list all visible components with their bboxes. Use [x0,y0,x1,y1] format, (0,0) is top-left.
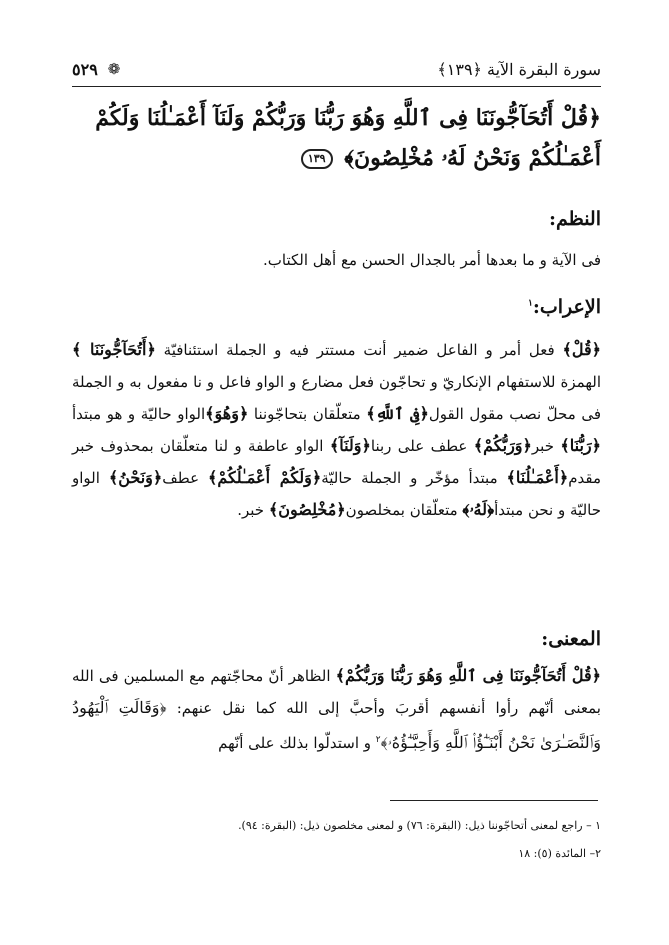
irab-heading-text: الإعراب: [532,296,601,318]
footnote-1: ١ – راجع لمعنى أتحاجّوننا ذيل: (البقرة: ٧٦) و لمعنى مخلصون ذيل: (البقرة: ٩٤). [238,819,601,832]
header-divider [72,86,601,87]
quote-wahuwa: ﴿وَهُوَ﴾ [205,404,249,423]
irab-text: خبر [531,437,561,455]
maana-heading: المعنى: [541,628,601,650]
quote-qul: ﴿قُلْ﴾ [562,340,601,359]
nazm-heading: النظم: [548,208,601,230]
irab-text: مبتدأ مؤخّر و الجملة حاليّة [321,469,507,487]
quote-warabbukum: ﴿وَرَبُّكُمْ﴾ [473,436,532,455]
quote-wanahnu: ﴿وَنَحْنُ﴾ [108,468,163,487]
page-header [72,56,601,82]
irab-text: متعلّقان بتحاجّوننا [248,405,367,423]
quote-atuhajjunana: ﴿أَتُحَآجُّونَنَا ﴾ [72,340,156,359]
footnote-divider [390,800,598,801]
quran-verse [72,98,601,178]
irab-heading [528,296,601,318]
quote-maana-verse: ﴿قُلْ أَتُحَآجُّونَنَا فِى ٱللَّهِ وَهُوَ رَبُّنَا وَرَبُّكُمْ﴾ [335,666,601,685]
irab-paragraph [72,334,601,526]
quote-walakum-amalukum: ﴿وَلَكُمْ أَعْمَـٰلُكُمْ﴾ [207,468,322,487]
irab-text: متعلّقان بمخلصون [345,501,463,519]
ayah-number-badge: ١٣٩ [301,149,333,169]
nazm-text: فى الآية و ما بعدها أمر بالجدال الحسن مع أهل الكتاب. [262,251,601,269]
quote-fillah: ﴿فِى ٱللَّهِ﴾ [366,404,429,423]
footnote-ref-1: ١ [528,298,533,309]
maana-text: الظاهر أنّ محاجّتهم مع المسلمين فى الله بمعنى أنّهم رأوا أنفسهم أقربَ وأحبَّ إلى الله كما نقل عنهم: [72,667,601,717]
maana-text: و استدلّوا بذلك على أنّهم [218,734,376,752]
irab-text: الواو حاليّة و هو مبتدأ [72,405,206,423]
quote-mukhlisun: ﴿مُخْلِصُونَ﴾ [268,500,346,519]
irab-text: عطف [162,469,208,487]
verse-line-2 [72,138,601,178]
irab-text: خبر. [237,501,269,519]
footnote-2: ٢– المائدة (٥): ١٨ [518,847,601,860]
ornament-icon: ❁ [107,60,121,78]
irab-text: الهمزة للاستفهام الإنكاريّ و تحاجّون فعل مضارع و الواو فاعل و نا مفعول به و الجملة فى محلّ نصب مقول القول [72,373,601,423]
irab-text: فعل أمر و الفاعل ضمير أنت مستتر فيه و الجملة استئنافيّة [155,341,563,359]
irab-text: الواو حاليّة و نحن مبتدأ [72,469,601,519]
header-title: سورة البقرة الآية ﴿١٣٩﴾ [437,59,601,79]
page-number: ٥٢٩ [72,59,98,79]
irab-text: الواو عاطفة و لنا متعلّقان بمحذوف خبر مقدم [72,437,601,487]
quote-walana: ﴿وَلَنَآ﴾ [329,436,371,455]
quote-amaluna: ﴿أَعْمَـٰلُنَا﴾ [506,468,569,487]
verse-line-2-text: أَعْمَـٰلُكُمْ وَنَحْنُ لَهُۥ مُخْلِصُونَ﴾ [344,145,601,171]
footnote-ref-2: ٢ [375,735,381,745]
quote-maida: ﴿وَقَالَتِ ٱلْيَهُودُ وَٱلنَّصَـٰرَىٰ نَحْنُ أَبْنَـٰٓؤُا۟ ٱللَّهِ وَأَحِبَّـٰٓؤُهُۥ﴾ [72,698,601,752]
verse-line-1: ﴿قُلْ أَتُحَآجُّونَنَا فِى ٱللَّهِ وَهُوَ رَبُّنَا وَرَبُّكُمْ وَلَنَآ أَعْمَـٰلُنَا وَلَكُمْ [95,105,601,131]
maana-paragraph [72,660,601,759]
quote-lahu: ﴿لَهُۥ﴾ [462,500,495,519]
irab-text: عطف على ربنا [370,437,474,455]
quote-rabbuna: ﴿رَبُّنَا﴾ [560,436,601,455]
header-right [72,60,130,79]
